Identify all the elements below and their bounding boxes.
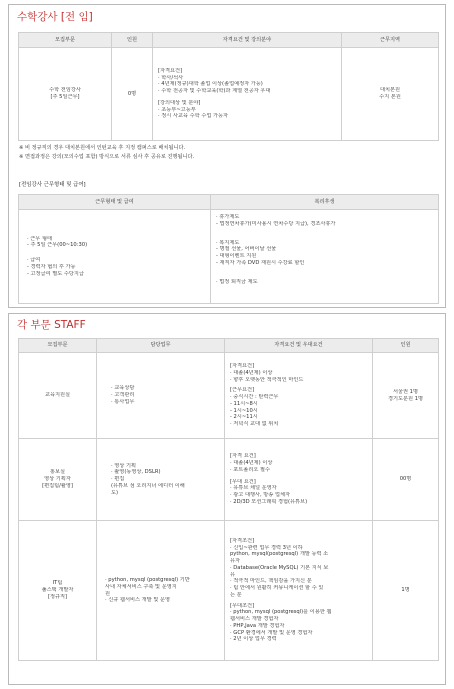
qualification-line: · 신입~관련 업무 경력 3년 이하 [230,544,303,551]
staff-panel [8,313,446,685]
staff-header-dept: 모집부문 [19,339,97,353]
benefit-gap [216,267,433,279]
table-row [19,439,439,521]
qualification-line: · 학사/석사 [158,74,184,81]
qualification-line: [자격요건] [230,363,255,370]
benefits-table [18,194,439,304]
qualification-line: · 팀 안에서 원활히 커뮤니케이션 할 수 있 [230,585,324,592]
qualifications-cell [225,439,373,521]
dept-cell [19,439,97,521]
count-line: 서울권 1명 [393,388,418,395]
staff-table [18,338,439,661]
count-line: 1명 [401,587,410,594]
work-line: - 경력자 협의 후 가능 [27,263,76,270]
qualification-line: · 대졸(4년제) 이상 [230,460,273,467]
dept-line: [편집팀/촬영] [42,482,73,489]
qualification-line: · Database(Oracle MySQL) 기본 지식 보 [230,564,329,571]
work-line: - 주 5일 근무(00~10:30) [27,242,88,249]
table-row [19,521,439,661]
qualification-line: [우대 요건] [230,478,256,485]
staff-header-duties: 담당업무 [97,339,225,353]
staff-title: 각 부문 STAFF [17,319,86,331]
benefit-line: · 복지제도 [216,239,240,246]
math-instructor-panel [8,4,446,308]
staff-header-count: 인원 [373,339,439,353]
benefits-cell [211,210,439,304]
location-line: 수지 본원 [379,94,401,100]
dept-line: 교육지원실 [44,392,71,399]
qualification-line: · 2D/3D 모션그래픽 경험(유튜브) [230,498,308,505]
qualifications-cell [225,353,373,439]
count-cell: 0명 [112,48,153,141]
qualification-line: [자격요건] [158,67,183,74]
dept-line: 홍보실 [49,469,66,476]
qualification-line: · 향후 오랫동안 적극적인 마인드 [230,376,304,383]
duties-cell [97,353,225,439]
duties-cell [97,439,225,521]
qualification-line: - 2시~11시 [230,414,258,421]
qualification-line: 는 분 [230,591,242,598]
qualification-line: - 1시~10시 [230,407,258,414]
qualification-line: [강의대상 및 분야] [158,99,201,106]
benefit-line: · 법정 퇴직금 제도 [216,278,258,285]
duty-line: · 촬영(동영상, DSLR) [111,469,161,476]
benefit-line: - 법정연차휴가(미사용시 연차수당 지급), 경조사휴가 [216,220,336,227]
benefit-line: - 대형이벤트 지원 [216,253,257,259]
qualification-line: · 수학 전공자 및 수학교육(학)과 계열 전공자 우대 [158,88,271,95]
qualification-line: · 포트폴리오 필수 [230,466,271,473]
header-dept: 모집부문 [19,33,112,48]
duty-line: (유튜브 섬 오리지너 에디터 이해 [111,482,185,489]
qualification-line: · 정시 사교육 수학 수업 가능자 [158,113,229,120]
dept-line: IT팀 [52,580,63,587]
qualification-line: · 적극적 마인드, 책임감을 가지신 분 [230,578,312,585]
count-cell [373,353,439,439]
qualification-line: [근무요건] [230,387,255,394]
duty-line: · 영상 기획 [111,462,136,469]
note-line: ※ 비 정규직의 경우 대치본원에서 인턴교육 후 지정 캠퍼스로 배치됩니다. [19,145,186,151]
count-cell [373,521,439,661]
dept-line: 영상 기획자 [44,476,71,483]
qualification-line: [자격 요건] [230,453,256,460]
qualification-line: · 저녁식 교대 없 위치 [230,421,279,428]
dept-cell [19,521,97,661]
dept-line: 풀스택 개발자 [41,587,74,594]
duty-line: 사내 자체서비스 구축 및 운영지 [105,583,177,590]
section-label: [전임강사 근무형태 및 급여] [19,182,86,188]
header-count: 인원 [112,33,153,48]
qualification-line: · 2년 이상 업무 경력 [230,636,277,643]
math-instructor-table [18,32,439,141]
duties-cell [97,521,225,661]
qualifications-cell [225,521,373,661]
qualification-line: 웹서비스 개발 경험자 [230,616,279,623]
duty-line: · python, mysql (postgresql) 기반 [105,577,190,583]
count-line: 경기도분원 1명 [387,395,424,402]
benefit-gap [216,228,433,240]
qualifications-cell [153,48,342,141]
benefit-line: - 재직자 가족 DVD 재원시 수강료 할인 [216,259,305,266]
qualification-line: · 중식시간 : 탄력근무 [230,394,279,401]
qualification-line: python, mysql(postgresql) 개발 능력 소 [230,551,329,558]
qualification-line: · 광고 대행사, 방송 업체자 [230,492,291,499]
dept-line: [정규직] [47,593,68,600]
benefit-line: - 명절 선물, 어버이날 선물 [216,246,277,253]
duty-line: 도) [111,489,119,496]
qualification-line: 유 [230,571,236,578]
math-instructor-title: 수학강사 [전 임] [17,11,93,23]
qualification-line: · 4년제(정규)대학 졸업 이상(졸업예정자 가능) [158,81,263,88]
dept-line: [주 5일근무] [50,94,80,100]
header-work-type: 근무형태 및 급여 [19,195,211,210]
duty-line: · 고객관리 [111,392,135,399]
benefit-line: · 휴가제도 [216,214,240,220]
qualification-line: 유자 [230,558,241,565]
work-line: - 고정급여 별도 수당지급 [27,270,84,277]
location-line: 대치본원 [379,87,401,94]
duty-line: · 통사업무 [111,398,135,405]
qualification-line: · PHP,Java 개발 경험자 [230,622,285,629]
work-line: · 근무 형태 [27,235,52,242]
header-benefits: 복리후생 [211,195,439,210]
staff-header-qualifications: 자격요건 및 우대요건 [225,339,373,353]
qualification-line: · 초등부~고등부 [158,106,196,113]
table-row [19,353,439,439]
qualification-line: [자격조건] [230,537,255,544]
qualification-line: [우대조건] [230,602,255,609]
duty-line: 원 [105,590,111,597]
qualification-line: - 11시~8시 [230,400,258,407]
qualification-line: · python, mysql (postgresql)를 이용한 웹 [230,609,332,616]
qualification-line: · GCP 환경에서 개발 및 운영 경험자 [230,629,313,636]
location-cell [342,48,439,141]
duty-line: · 교육상담 [111,385,135,392]
header-location: 근무지역 [342,33,439,48]
dept-cell [19,353,97,439]
duty-line: · 편집 [111,476,125,483]
qualification-line: · 유튜브 채널 운영자 [230,485,277,492]
duty-line: · 신규 웹서비스 개발 및 운영 [105,597,171,604]
dept-line: 수학 전임강사 [49,87,81,94]
dept-cell [19,48,112,141]
work-type-cell [19,210,211,304]
work-gap [27,249,205,257]
count-cell [373,439,439,521]
work-line: · 급여 [27,257,41,264]
qualification-line: · 대졸(4년제) 이상 [230,369,273,376]
note-line: ※ 면접과정은 강의(모의수업 포함) 방식으로 서류 심사 후 공유로 진행됩니다. [19,154,195,160]
count-line: 00명 [399,476,412,483]
header-qualifications: 자격요건 및 강의분야 [153,33,342,48]
